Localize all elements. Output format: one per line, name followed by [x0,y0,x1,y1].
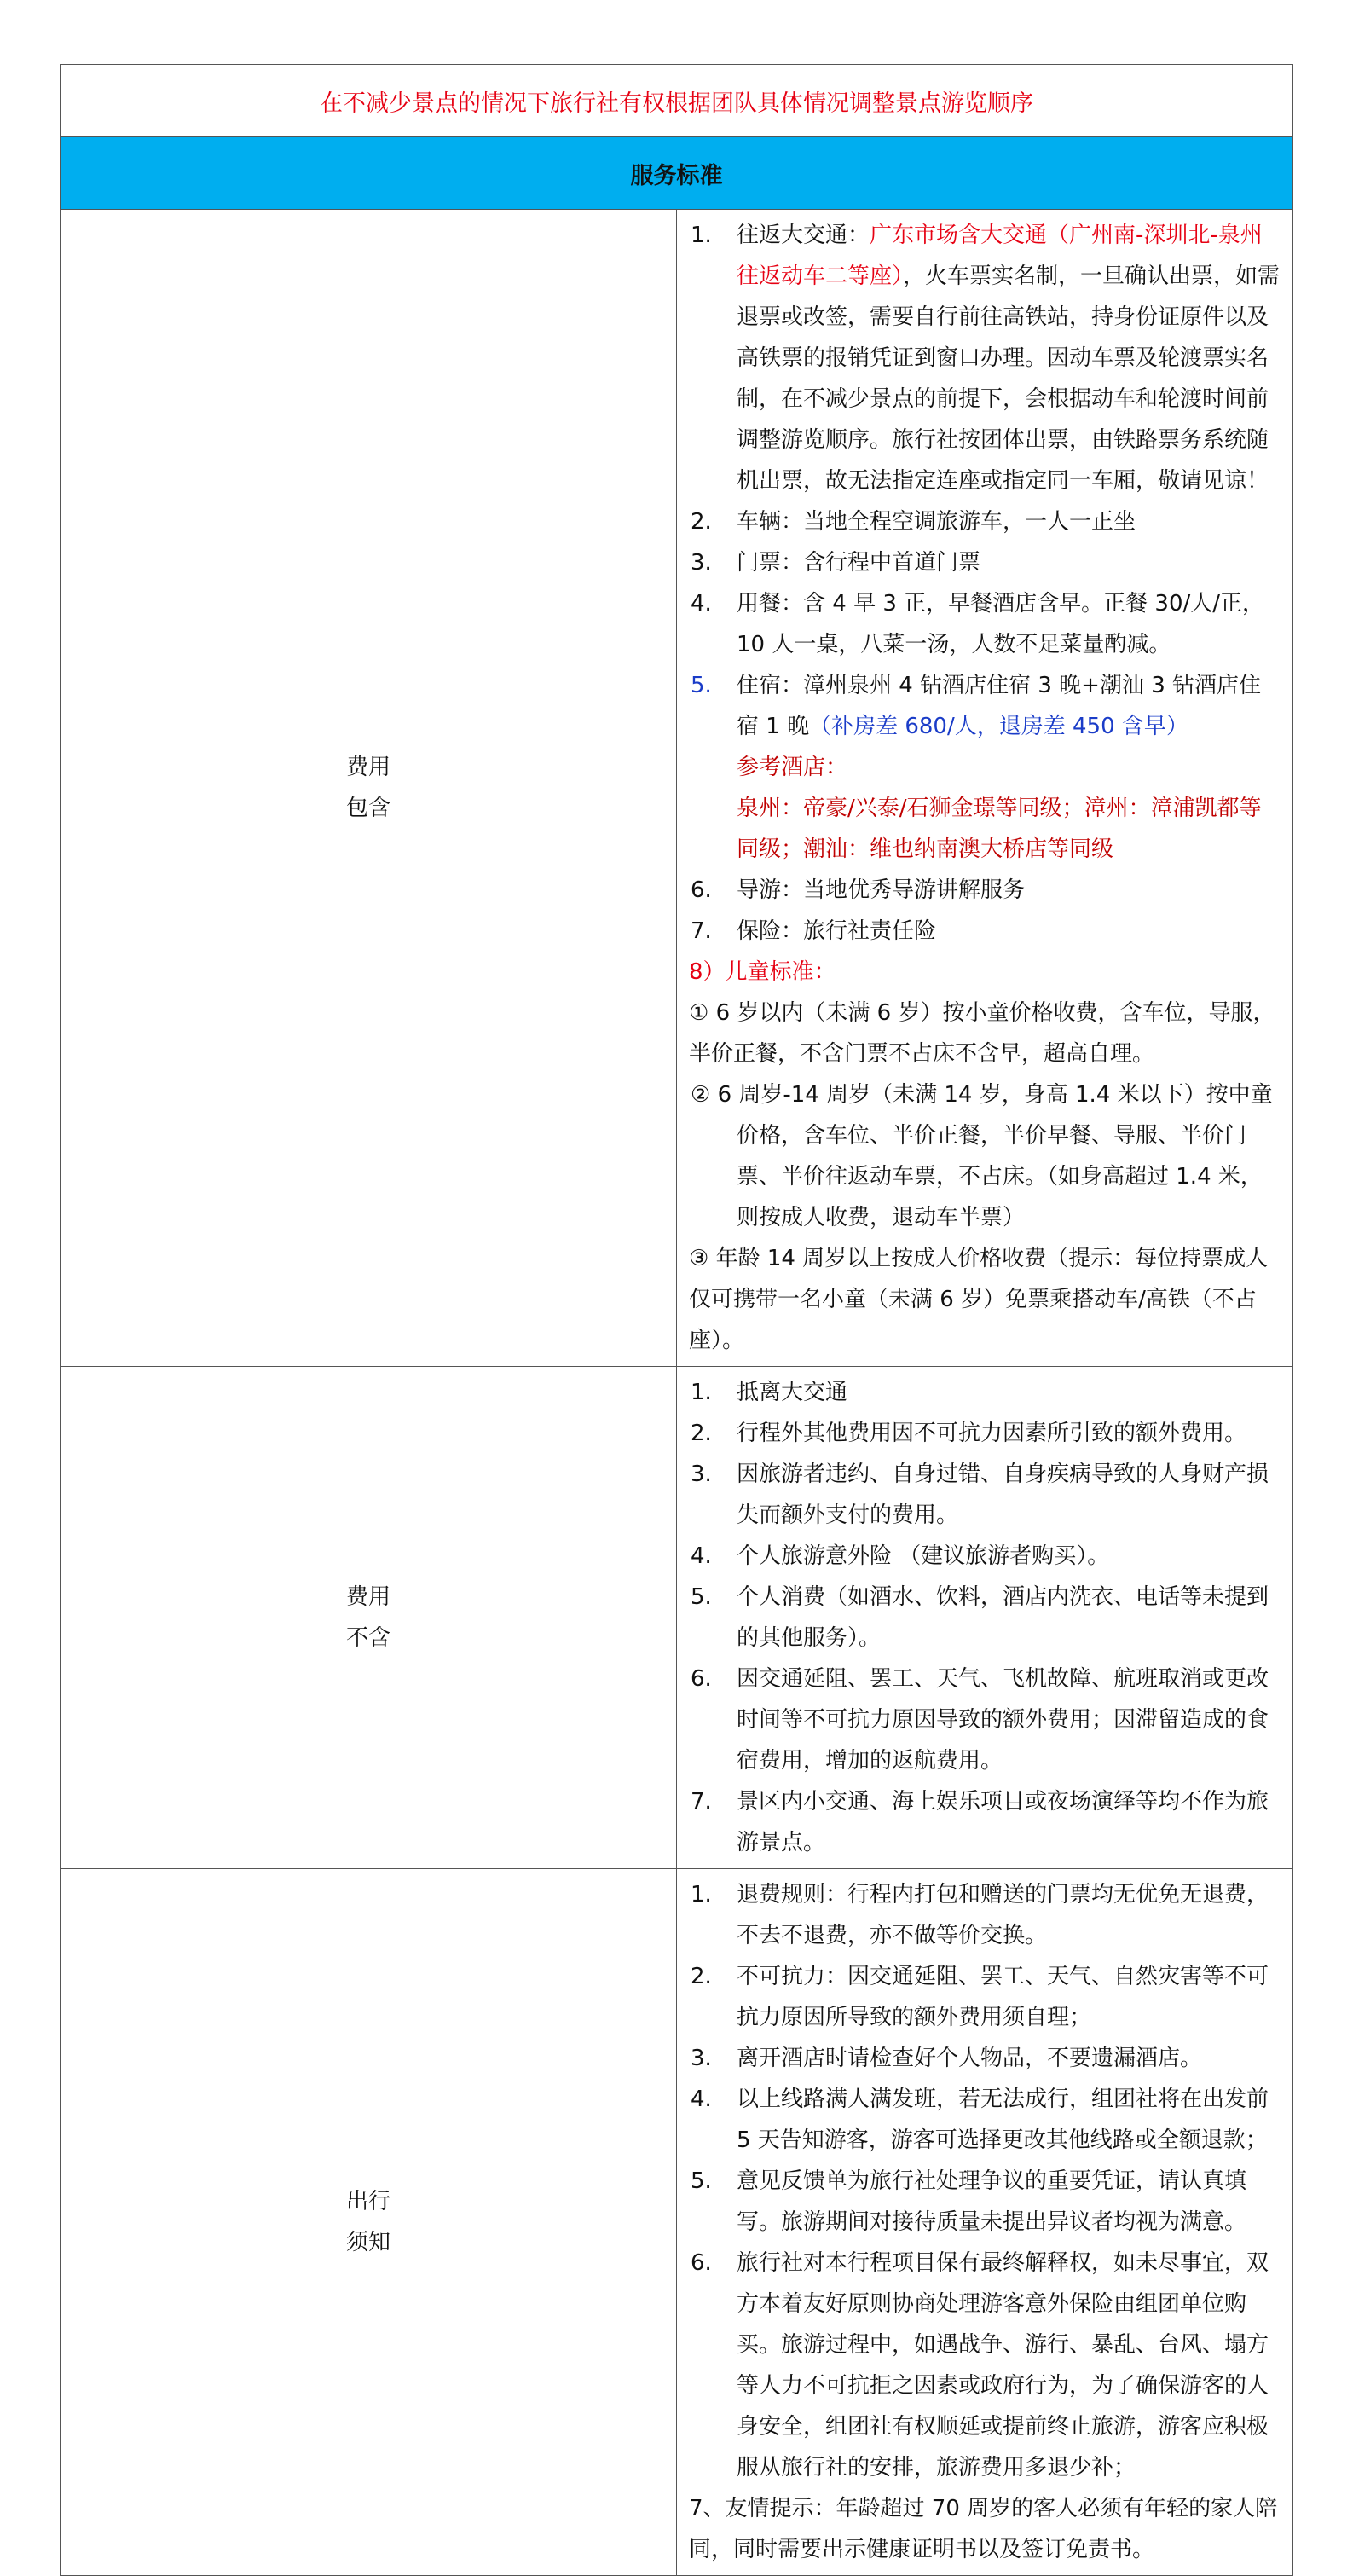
child-standard-item: ③ 年龄 14 周岁以上按成人价格收费（提示：每位持票成人仅可携带一名小童（未满 6 岁）免票乘搭动车/高铁（不占座）。 [689,1246,1269,1353]
item-number: 5. [691,1584,712,1610]
label-line: 包含 [345,796,390,821]
list-item [689,1956,1281,2038]
fee-excluded-label [61,1367,677,1869]
label-line: 不含 [345,1625,390,1651]
fee-excluded-row [61,1367,1293,1869]
item-text: 门票：含行程中首道门票 [737,550,981,576]
item-number: 7. [691,918,712,944]
item-text: 不可抗力：因交通延阻、罢工、天气、自然灾害等不可抗力原因所导致的额外费用须自理； [737,1964,1269,2030]
item-number: 6. [691,877,712,903]
list-item [689,542,1281,583]
item-text [737,215,1281,501]
fee-included-content [677,210,1293,1367]
item-number: 1. [691,1380,712,1405]
list-item [689,2079,1281,2161]
section-header: 服务标准 [61,137,1293,210]
item1-prefix: 往返大交通： [737,223,870,248]
item-text: 车辆：当地全程空调旅游车，一人一正坐 [737,509,1136,535]
travel-notes-row [61,1869,1293,2576]
accommodation-text: 住宿：漳州泉州 4 钻酒店住宿 3 晚+潮汕 3 钻酒店住宿 1 晚 [737,673,1261,739]
list-item [689,2161,1281,2243]
item-number: 2. [691,1964,712,1989]
label-line: 须知 [345,2230,390,2255]
label-line: 费用 [345,1584,390,1610]
item1-rest: ，火车票实名制，一旦确认出票，如需退票或改签，需要自行前往高铁站，持身份证原件以及高铁票的报销凭证到窗口办理。因动车票及轮渡票实名制，在不减少景点的前提下，会根据动车和轮渡时间前调整游览顺序。旅行社按团体出票，由铁路票务系统随机出票，故无法指定连座或指定同一车厢，敬请见谅！ [737,263,1281,494]
travel-notes-content [677,1869,1293,2576]
fee-excluded-content [677,1367,1293,1869]
item-number: 4. [691,2087,712,2112]
item-text: 景区内小交通、海上娱乐项目或夜场演绎等均不作为旅游景点。 [737,1789,1269,1855]
list-item [689,2038,1281,2079]
list-item [689,215,1281,501]
item-number: 7. [691,1789,712,1815]
label-line: 出行 [345,2189,390,2214]
item-number: 3. [691,1462,712,1487]
child-standard-item: ① 6 岁以内（未满 6 岁）按小童价格收费，含车位，导服，半价正餐，不含门票不占床不含早，超高自理。 [689,1000,1275,1067]
item1-highlight: 广东市场含大交通（广州南-深圳北-泉州往返动车二等座） [737,223,1263,289]
list-item [689,911,1281,952]
item-number: 5. [691,673,712,698]
label-line: 费用 [345,755,390,780]
notice-row [61,65,1293,137]
item-number: 2. [691,1421,712,1446]
travel-notes-label [61,1869,677,2576]
list-item [689,2243,1281,2488]
list-item [689,1536,1281,1577]
item-number: 3. [691,2046,712,2071]
item-number: 1. [691,223,712,248]
fee-included-row [61,210,1293,1367]
list-item [689,501,1281,542]
item-text: 因旅游者违约、自身过错、自身疾病导致的人身财产损失而额外支付的费用。 [737,1462,1269,1528]
list-item [689,1658,1281,1781]
room-difference-text: （补房差 680/人，退房差 450 含早） [809,714,1188,739]
item-text: 旅行社对本行程项目保有最终解释权，如未尽事宜，双方本着友好原则协商处理游客意外保险由组团单位购买。旅游过程中，如遇战争、游行、暴乱、台风、塌方等人力不可抗拒之因素或政府行为，为了确保游客的人身安全，组团社有权顺延或提前终止旅游，游客应积极服从旅行社的安排，旅游费用多退少补； [737,2250,1269,2480]
item-text: 离开酒店时请检查好个人物品，不要遗漏酒店。 [737,2046,1203,2071]
list-item [689,1413,1281,1454]
item-number: 4. [691,1543,712,1569]
item-number: 2. [691,509,712,535]
item-number: 3. [691,550,712,576]
friendly-tip: 7、友情提示：年龄超过 70 周岁的客人必须有年轻的家人陪同，同时需要出示健康证明书以及签订免责书。 [689,2496,1278,2562]
list-item [689,1874,1281,1956]
item-text: 退费规则：行程内打包和赠送的门票均无优免无退费，不去不退费，亦不做等价交换。 [737,1882,1269,1948]
list-item [689,583,1281,665]
list-item [689,1372,1281,1413]
item-text: 保险：旅行社责任险 [737,918,937,944]
item-text: 导游：当地优秀导游讲解服务 [737,877,1026,903]
item-text: 以上线路满人满发班，若无法成行，组团社将在出发前 5 天告知游客，游客可选择更改其他线路或全额退款； [737,2087,1269,2153]
service-table [60,64,1293,2576]
list-item [689,870,1281,911]
item-text [737,665,1281,870]
item-number: 4. [691,591,712,617]
item-text: 抵离大交通 [737,1380,848,1405]
item-text: 行程外其他费用因不可抗力因素所引致的额外费用。 [737,1421,1247,1446]
item-text: 个人旅游意外险 （建议旅游者购买）。 [737,1543,1110,1569]
item-number: 1. [691,1882,712,1907]
item-number: 5. [691,2168,712,2194]
child-standard-title: 8）儿童标准： [689,959,836,985]
notice-text: 在不减少景点的情况下旅行社有权根据团队具体情况调整景点游览顺序 [61,65,1293,137]
item-number: 6. [691,2250,712,2276]
reference-hotel-list: 泉州：帝豪/兴泰/石狮金璟等同级；漳州：漳浦凯都等同级；潮汕：维也纳南澳大桥店等同级 [737,796,1262,862]
item-text: 个人消费（如酒水、饮料，酒店内洗衣、电话等未提到的其他服务）。 [737,1584,1269,1651]
child-standard-item: ② 6 周岁-14 周岁（未满 14 岁，身高 1.4 米以下）按中童价格，含车位、半价正餐，半价早餐、导服、半价门票、半价往返动车票，不占床。（如身高超过 1.4 米，则按成人收费，退动车半票） [691,1082,1273,1230]
item-text: 因交通延阻、罢工、天气、飞机故障、航班取消或更改时间等不可抗力原因导致的额外费用；因滞留造成的食宿费用，增加的返航费用。 [737,1666,1269,1774]
list-item [689,1577,1281,1658]
list-item [689,1781,1281,1863]
item-number: 6. [691,1666,712,1692]
header-row [61,137,1293,210]
fee-included-label [61,210,677,1367]
item-text: 用餐：含 4 早 3 正，早餐酒店含早。正餐 30/人/正，10 人一桌，八菜一汤，人数不足菜量酌减。 [737,591,1265,657]
list-item [689,1454,1281,1536]
service-document [60,64,1293,2576]
item-text: 意见反馈单为旅行社处理争议的重要凭证，请认真填写。旅游期间对接待质量未提出异议者均视为满意。 [737,2168,1247,2235]
list-item [689,665,1281,870]
reference-hotel-title: 参考酒店： [737,755,848,780]
